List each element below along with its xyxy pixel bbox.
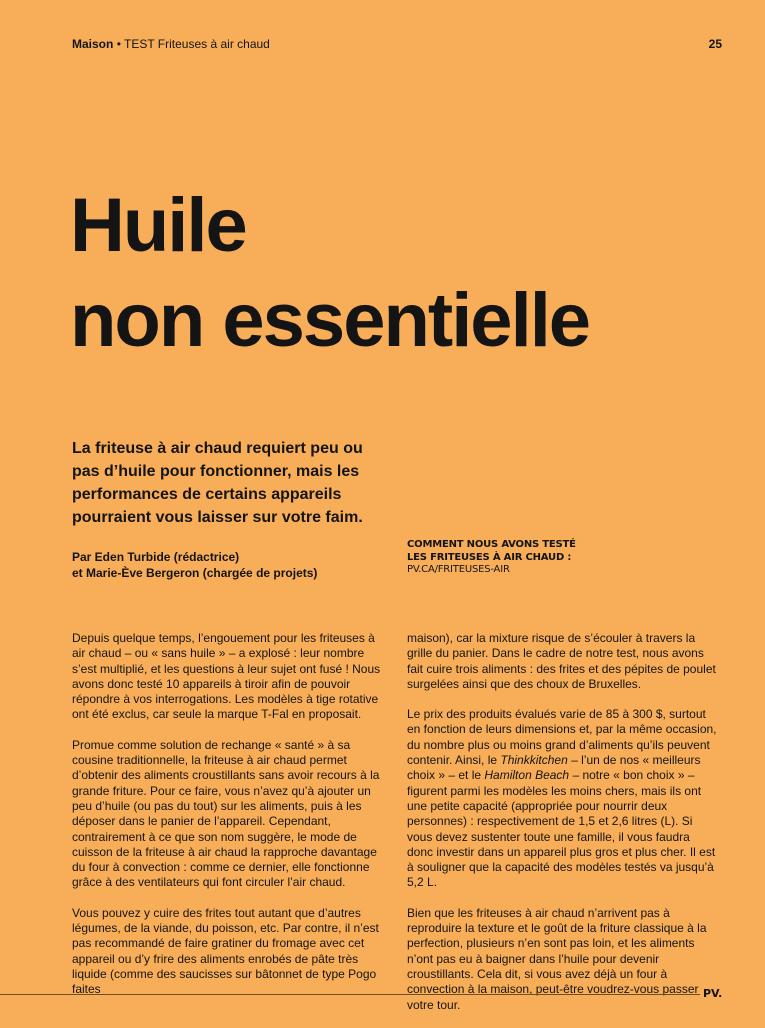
body-paragraph: Depuis quelque temps, l’engouement pour les friteuses à air chaud – ou « sans huile » – a explosé : leur nombre s’est multiplié, et les questions à leur sujet ont fusé ! Nous avons donc testé 10 appareils à tiroir afin de pouvoir répondre à vos interrogations. Les modèles à tige rotative ont été exclus, car seule la marque T-Fal en proposait. [72, 631, 381, 722]
method-callout [407, 539, 627, 577]
body-paragraph: maison), car la mixture risque de s’écouler à travers la grille du panier. Dans le cadre de notre test, nous avons fait cuire trois aliments : des frites et des pépites de poulet surgelées ainsi que des choux de Bruxelles. [407, 631, 716, 691]
body-paragraph: Promue comme solution de rechange « santé » à sa cousine traditionnelle, la friteuse à air chaud permet d’obtenir des aliments croustillants sans avoir recours à la grande friture. Pour ce faire, vous n’avez qu’à ajouter un peu d’huile (ou pas du tout) sur les aliments, puis à les déposer dans le panier de l’appareil. Cependant, contrairement à ce que son nom suggère, le mode de cuisson de la friteuse à air chaud la rapproche davantage du four à convection : comme ce dernier, elle fonctionne grâce à des ventilateurs qui font circuler l’air chaud. [72, 737, 380, 890]
body-text: – notre « bon choix » – figurent parmi les modèles les moins chers, mais ils ont une petite capacité (appropriée pour nourrir deux personnes) : respectivement de 1,5 et 2,6 litres (L). Si vous devez sustenter toute une famille, il vous faudra donc investir dans un appareil plus gros et plus cher. Il est à souligner que la capacité des modèles testés va jusqu’à 5,2 L. [407, 768, 716, 890]
method-line-1: COMMENT NOUS AVONS TESTÉ [407, 539, 576, 550]
page-number: 25 [708, 37, 722, 51]
body-text: – l’un de nos « meilleurs choix » – et le [407, 753, 701, 783]
method-url[interactable]: PV.CA/FRITEUSES-AIR [407, 564, 510, 575]
brand-name: Thinkkitchen [500, 753, 568, 768]
body-paragraph [407, 707, 717, 891]
running-header [72, 36, 722, 52]
body-paragraph: Vous pouvez y cuire des frites tout autant que d’autres légumes, de la viande, du poisson, etc. Par contre, il n’est pas recommandé de faire gratiner du fromage avec cet appareil ou d’y frire des aliments enrobés de pâte très liquide (comme des saucisses sur bâtonnet de type Pogo faites [72, 905, 379, 997]
body-paragraph: Bien que les friteuses à air chaud n’arrivent pas à reproduire la texture et le goût de la friture classique à la perfection, plusieurs n’en sont pas loin, et les aliments n’ont pas eu à baigner dans l’huile pour devenir croustillants. Cela dit, si vous avez déjà un four à convection à la maison, peut-être voudrez-vous passer votre tour. [407, 905, 707, 1012]
body-column-right [407, 631, 717, 1028]
body-text: Le prix des produits évalués varie de 85 à 300 $, surtout en fonction de leurs dimensions et, par la même occasion, du nombre plus ou moins grand d’aliments qu’ils peuvent contenir. Ainsi, le [407, 707, 717, 768]
lead-paragraph: La friteuse à air chaud requiert peu ou pas d’huile pour fonctionner, mais les performances de certains appareils pourraient vous laisser sur votre faim. [72, 440, 363, 526]
header-separator: • [116, 37, 121, 51]
body-column-left [72, 631, 382, 1013]
byline-line-2: et Marie-Ève Bergeron (chargée de projets) [72, 566, 318, 580]
header-subsection: TEST Friteuses à air chaud [124, 37, 270, 51]
article-title [70, 178, 750, 368]
method-line-2: LES FRITEUSES À AIR CHAUD : [407, 551, 572, 563]
header-section: Maison [72, 37, 114, 51]
title-line-2: non essentielle [70, 278, 590, 363]
title-line-1: Huile [70, 183, 246, 268]
footer-logo: PV. [703, 987, 723, 1000]
brand-name: Hamilton Beach [484, 768, 570, 783]
footer-divider [0, 994, 700, 995]
byline-line-1: Par Eden Turbide (rédactrice) [72, 550, 240, 564]
byline [72, 549, 392, 581]
